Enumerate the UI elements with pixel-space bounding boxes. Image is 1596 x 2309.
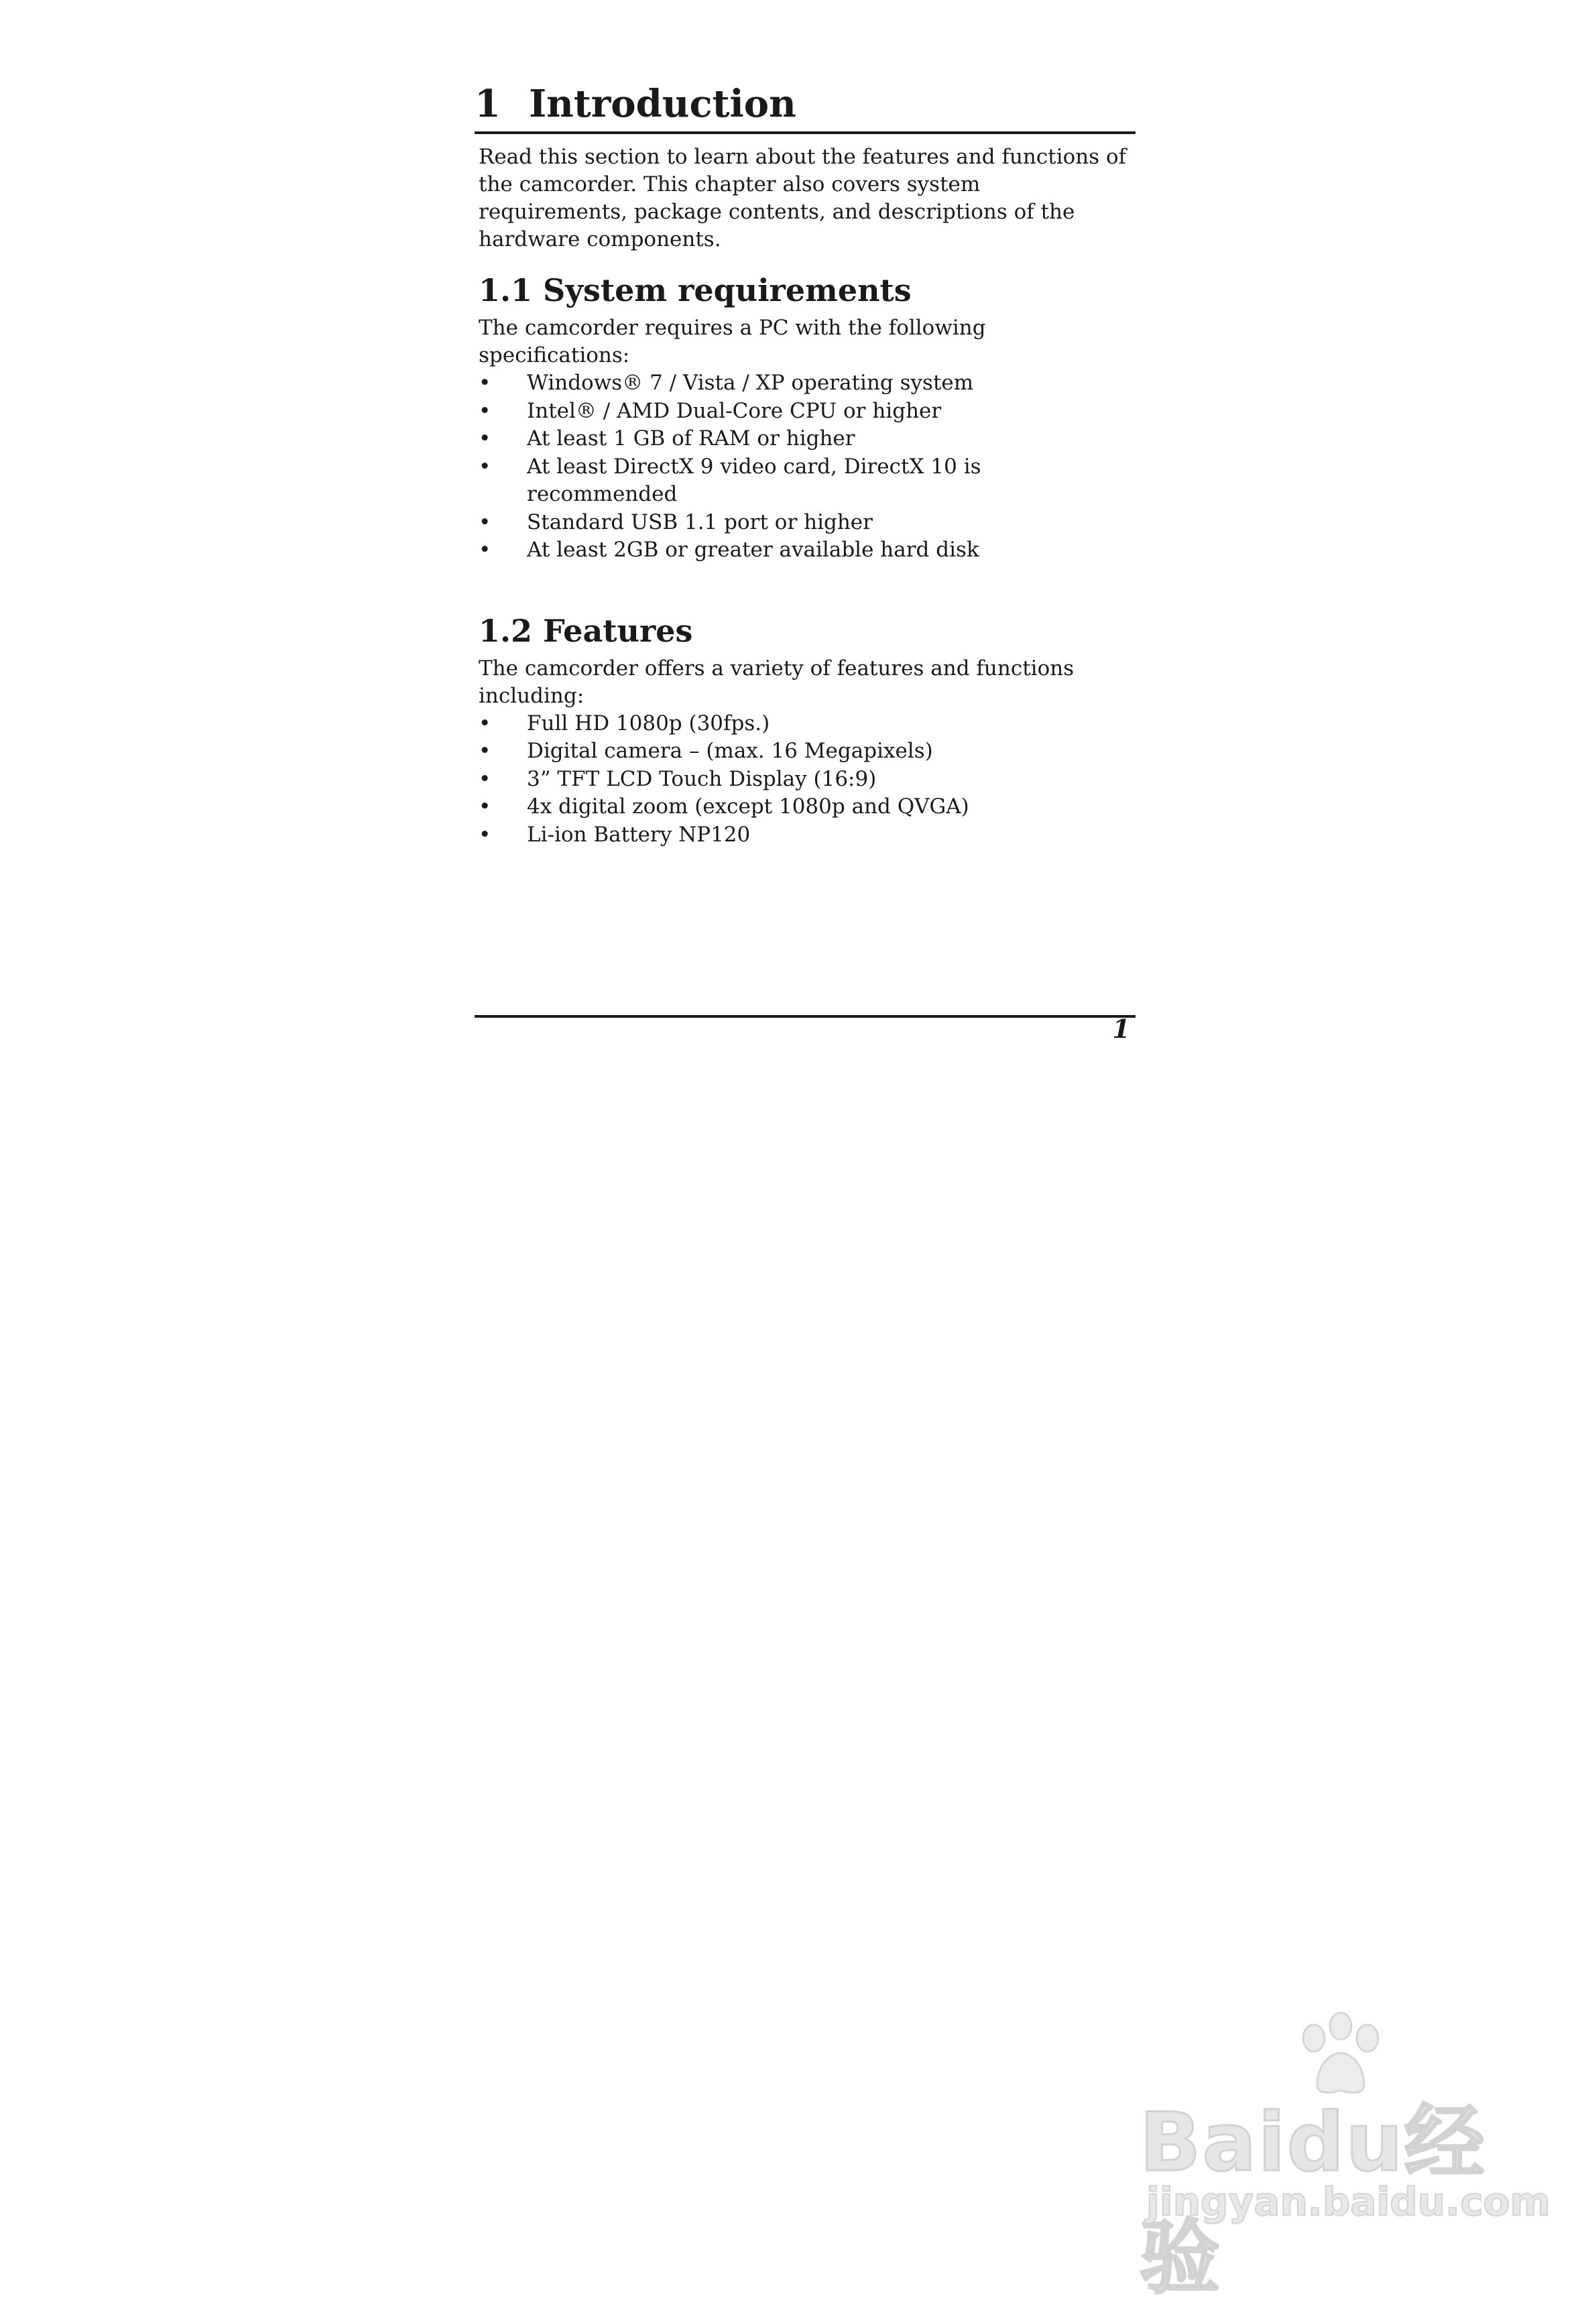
bullet-icon: • (479, 822, 491, 847)
bullet-icon: • (479, 510, 491, 534)
chapter-title: Introduction (528, 82, 796, 126)
list-item: • At least DirectX 9 video card, DirectX 10 is recommended (479, 453, 1135, 509)
section-lead-features: The camcorder offers a variety of features and functions including: (479, 656, 1075, 708)
document-page (475, 80, 1135, 849)
list-item: • At least 1 GB of RAM or higher (479, 425, 1135, 453)
bullet-icon: • (479, 766, 491, 791)
section-heading-features: 1.2 Features (479, 612, 693, 649)
watermark-brand: Baidu经验 (1140, 2096, 1486, 2305)
bullet-icon: • (479, 371, 491, 396)
footer-rule (475, 1015, 1135, 1018)
list-item: • 4x digital zoom (except 1080p and QVGA) (479, 793, 1135, 821)
chapter-intro: Read this section to learn about the features and functions of the camcorder. This chapter also covers system requirements, package contents, and descriptions of the hardware components. (479, 145, 1127, 251)
section-heading-system-requirements: 1.1 System requirements (479, 272, 912, 308)
chapter-heading (475, 80, 1135, 134)
bullet-icon: • (479, 794, 491, 819)
watermark-url: jingyan.baidu.com (1146, 2179, 1550, 2225)
list-item: • Windows® 7 / Vista / XP operating system (479, 369, 1135, 398)
bullet-icon: • (479, 454, 491, 479)
bullet-icon: • (479, 426, 491, 451)
features-list (475, 710, 1135, 849)
list-item: • 3” TFT LCD Touch Display (16:9) (479, 766, 1135, 794)
section-lead-system-requirements: The camcorder requires a PC with the following specifications: (479, 316, 986, 368)
list-item: • At least 2GB or greater available hard disk (479, 536, 1135, 565)
bullet-icon: • (479, 711, 491, 735)
chapter-number: 1 (475, 82, 501, 126)
bullet-icon: • (479, 739, 491, 764)
bullet-icon: • (479, 538, 491, 563)
page-number: 1 (1112, 1014, 1130, 1044)
list-item: • Intel® / AMD Dual-Core CPU or higher (479, 398, 1135, 426)
list-item: • Digital camera – (max. 16 Megapixels) (479, 737, 1135, 766)
list-item: • Standard USB 1.1 port or higher (479, 509, 1135, 537)
list-item: • Li-ion Battery NP120 (479, 821, 1135, 849)
system-requirements-list (475, 369, 1135, 565)
list-item: • Full HD 1080p (30fps.) (479, 710, 1135, 738)
baidu-watermark (1140, 2011, 1550, 2305)
bullet-icon: • (479, 398, 491, 423)
